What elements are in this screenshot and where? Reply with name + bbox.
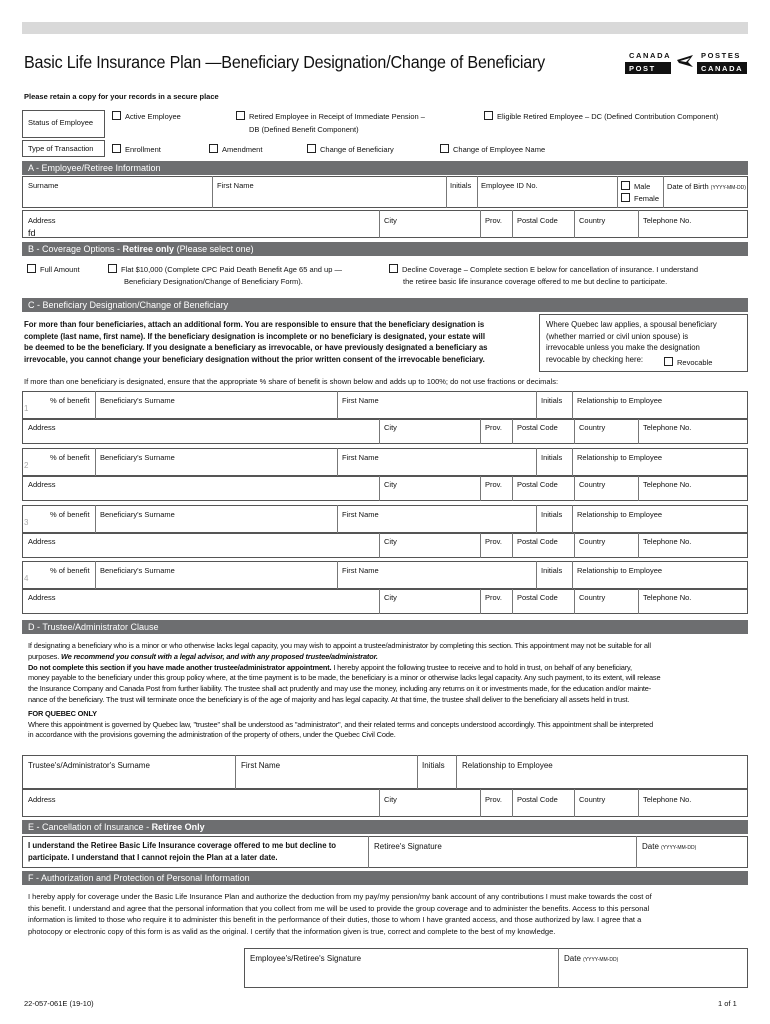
beneficiary-initials-field[interactable]: Initials (541, 566, 563, 575)
trustee-country-field[interactable]: Country (579, 795, 606, 804)
beneficiary-phone-field[interactable]: Telephone No. (643, 537, 692, 546)
trustee-relationship-field[interactable]: Relationship to Employee (462, 761, 553, 770)
phone-field[interactable]: Telephone No. (643, 216, 692, 225)
trustee-prov-field[interactable]: Prov. (485, 795, 502, 804)
transaction-amendment-option[interactable]: Amendment (209, 144, 262, 154)
beneficiary-city-field[interactable]: City (384, 423, 397, 432)
section-e-header: E - Cancellation of Insurance - Retiree Only (22, 820, 748, 834)
beneficiary-country-field[interactable]: Country (579, 593, 606, 602)
beneficiary-number: 4 (24, 574, 29, 583)
section-c-bold-notice: For more than four beneficiaries, attach an additional form. You are responsible to ensure that the beneficiary designation is complete (last name, first name). If the beneficiary designation is incomplete or no beneficiary is designated, your estate will be deemed to be the beneficiary. If you designate a beneficiary as irrevocable, or have previously designated a beneficiary as irrevocable, you cannot change your beneficiary designation without the prior written consent of the irrevocable beneficiary. (24, 320, 488, 364)
beneficiary-first-name-field[interactable]: First Name (342, 510, 379, 519)
trustee-postal-field[interactable]: Postal Code (517, 795, 558, 804)
status-retired-dc-option[interactable]: Eligible Retired Employee – DC (Defined Contribution Component) (484, 111, 718, 121)
retired-dc-checkbox[interactable] (484, 111, 493, 120)
beneficiary-city-field[interactable]: City (384, 537, 397, 546)
employee-signature-field[interactable]: Employee's/Retiree's Signature (250, 954, 362, 963)
beneficiary-postal-field[interactable]: Postal Code (517, 537, 558, 546)
beneficiary-initials-field[interactable]: Initials (541, 510, 563, 519)
section-b-header: B - Coverage Options - Retiree only (Please select one) (22, 242, 748, 256)
retiree-signature-field[interactable]: Retiree's Signature (374, 842, 442, 851)
trustee-initials-field[interactable]: Initials (422, 761, 445, 770)
retired-db-line2: DB (Defined Benefit Component) (249, 125, 359, 134)
address-value[interactable]: fd (28, 228, 36, 238)
form-number: 22-057-061E (19-10) (24, 999, 94, 1008)
trustee-first-name-field[interactable]: First Name (241, 761, 281, 770)
female-option[interactable]: Female (621, 193, 659, 203)
country-field[interactable]: Country (579, 216, 606, 225)
retain-note: Please retain a copy for your records in a secure place (24, 92, 219, 101)
beneficiary-address-field[interactable]: Address (28, 423, 56, 432)
beneficiary-relationship-field[interactable]: Relationship to Employee (577, 510, 663, 519)
section-c-header: C - Beneficiary Designation/Change of Beneficiary (22, 298, 748, 312)
section-f-header: F - Authorization and Protection of Personal Information (22, 871, 748, 885)
change-beneficiary-checkbox[interactable] (307, 144, 316, 153)
revocable-option[interactable]: Revocable (664, 357, 712, 367)
beneficiary-surname-field[interactable]: Beneficiary's Surname (100, 453, 175, 462)
beneficiary-address-field[interactable]: Address (28, 593, 56, 602)
beneficiary-phone-field[interactable]: Telephone No. (643, 593, 692, 602)
share-note: If more than one beneficiary is designated, ensure that the appropriate % share of benefit is shown below and adds up to 100%; do not use fractions or decimals: (24, 377, 559, 386)
logo-canada-text: CANADA (629, 51, 672, 60)
beneficiary-relationship-field[interactable]: Relationship to Employee (577, 566, 663, 575)
retiree-date-field[interactable]: Date (YYYY-MM-DD) (642, 842, 697, 851)
beneficiary-first-name-field[interactable]: First Name (342, 453, 379, 462)
initials-field[interactable]: Initials (450, 181, 472, 190)
quebec-notice: Where Quebec law applies, a spousal beneficiary (whether married or civil union spouse) is irrevocable unless you make the designation revocable by checking here: (546, 320, 717, 364)
transaction-enrollment-option[interactable]: Enrollment (112, 144, 161, 154)
form-title: Basic Life Insurance Plan —Beneficiary Designation/Change of Beneficiary (24, 52, 546, 72)
percent-field[interactable]: % of benefit (50, 453, 90, 462)
logo-canada2-text: CANADA (701, 64, 744, 73)
city-field[interactable]: City (384, 216, 397, 225)
canada-post-logo (625, 48, 747, 76)
beneficiary-number: 2 (24, 461, 29, 470)
logo-postes-text: POSTES (701, 51, 742, 60)
beneficiary-prov-field[interactable]: Prov. (485, 537, 502, 546)
beneficiary-phone-field[interactable]: Telephone No. (643, 480, 692, 489)
beneficiary-postal-field[interactable]: Postal Code (517, 593, 558, 602)
beneficiary-country-field[interactable]: Country (579, 537, 606, 546)
enrollment-checkbox[interactable] (112, 144, 121, 153)
employee-date-field[interactable]: Date (YYYY-MM-DD) (564, 954, 619, 963)
full-amount-option[interactable]: Full Amount (27, 264, 80, 274)
section-d-header: D - Trustee/Administrator Clause (22, 620, 748, 634)
status-label: Status of Employee (28, 118, 94, 127)
amendment-checkbox[interactable] (209, 144, 218, 153)
logo-bird-icon (675, 51, 695, 71)
surname-field[interactable]: Surname (28, 181, 59, 190)
trustee-phone-field[interactable]: Telephone No. (643, 795, 692, 804)
section-d-text: If designating a beneficiary who is a minor or who otherwise lacks legal capacity, you may wish to appoint a trustee/administrator by completing this section. This appointment may not be suitable for all purposes. We recommend you consult with a legal advisor, and with any proposed trustee/administrator. Do not complete this section if you have made another trustee/administrator appointment. I hereby appoint the following trustee to receive and to hold in trust, on behalf of any beneficiary, money payable to the beneficiary under this group policy where, at the time payment is to be made, the beneficiary is a minor or otherwise lacks legal capacity. Any such payment, to its extent, will release the Insurance Company and Canada Post from further liability. The trustee shall act prudently and may use the money, including any returns on it or investments made, for the education and/or mainte- nance of the beneficiary. The trust will terminate once the beneficiary is of the age of majority and has legal capacity. At that time, the trustee shall deliver to the beneficiary all assets held in trust. FOR QUEBEC ONLY Where this appointment is governed by Quebec law, "trustee" shall be understood as "administrator", and their related terms and concepts understood accordingly. This appointment shall be interpreted in accordance with the provisions governing the administration of the property of others, under the Quebec Civil Code. (28, 641, 661, 740)
flat-line2: Beneficiary Designation/Change of Beneficiary Form). (124, 277, 303, 286)
logo-post-text: POST (629, 64, 656, 73)
top-grey-bar (22, 22, 748, 34)
page-number: 1 of 1 (718, 999, 737, 1008)
beneficiary-prov-field[interactable]: Prov. (485, 593, 502, 602)
beneficiary-number: 3 (24, 518, 29, 527)
decline-line2: the retiree basic life insurance coverage offered to me but decline to participate. (403, 277, 668, 286)
revocable-checkbox[interactable] (664, 357, 673, 366)
transaction-label: Type of Transaction (28, 144, 94, 153)
beneficiary-country-field[interactable]: Country (579, 480, 606, 489)
percent-field[interactable]: % of benefit (50, 396, 90, 405)
beneficiary-country-field[interactable]: Country (579, 423, 606, 432)
beneficiary-prov-field[interactable]: Prov. (485, 423, 502, 432)
trustee-surname-field[interactable]: Trustee's/Administrator's Surname (28, 761, 150, 770)
beneficiary-surname-field[interactable]: Beneficiary's Surname (100, 566, 175, 575)
beneficiary-initials-field[interactable]: Initials (541, 396, 563, 405)
change-name-checkbox[interactable] (440, 144, 449, 153)
prov-field[interactable]: Prov. (485, 216, 502, 225)
trustee-city-field[interactable]: City (384, 795, 397, 804)
dob-field[interactable]: Date of Birth (YYYY-MM-DD) (667, 182, 746, 191)
beneficiary-first-name-field[interactable]: First Name (342, 566, 379, 575)
flat-option[interactable]: Flat $10,000 (Complete CPC Paid Death Benefit Age 65 and up — (108, 264, 342, 274)
beneficiary-address-field[interactable]: Address (28, 537, 56, 546)
full-amount-checkbox[interactable] (27, 264, 36, 273)
female-checkbox[interactable] (621, 193, 630, 202)
beneficiary-number: 1 (24, 404, 29, 413)
beneficiary-initials-field[interactable]: Initials (541, 453, 563, 462)
status-active-option[interactable]: Active Employee (112, 111, 181, 121)
decline-option[interactable]: Decline Coverage – Complete section E below for cancellation of insurance. I understand (389, 264, 698, 274)
retired-db-checkbox[interactable] (236, 111, 245, 120)
cancellation-text: I understand the Retiree Basic Life Insurance coverage offered to me but decline to participate. I understand that I cannot rejoin the Plan at a later date. (28, 841, 337, 862)
beneficiary-relationship-field[interactable]: Relationship to Employee (577, 396, 663, 405)
beneficiary-first-name-field[interactable]: First Name (342, 396, 379, 405)
status-retired-db-option[interactable]: Retired Employee in Receipt of Immediate Pension – (236, 111, 425, 121)
section-a-header: A - Employee/Retiree Information (22, 161, 748, 175)
active-checkbox[interactable] (112, 111, 121, 120)
beneficiary-prov-field[interactable]: Prov. (485, 480, 502, 489)
first-name-field[interactable]: First Name (217, 181, 254, 190)
beneficiary-postal-field[interactable]: Postal Code (517, 423, 558, 432)
beneficiary-address-field[interactable]: Address (28, 480, 56, 489)
beneficiary-surname-field[interactable]: Beneficiary's Surname (100, 510, 175, 519)
postal-field[interactable]: Postal Code (517, 216, 558, 225)
beneficiary-city-field[interactable]: City (384, 593, 397, 602)
percent-field[interactable]: % of benefit (50, 566, 90, 575)
beneficiary-phone-field[interactable]: Telephone No. (643, 423, 692, 432)
authorization-text: I hereby apply for coverage under the Basic Life Insurance Plan and authorize the deduction from my pay/my pension/my bank account of any contributions I must make towards the cost of this benefit. I understand and agree that the personal information that you collect from me will be used to provide the group coverage and to administer the benefits. Access to this personal information is limited to those who require it to administer this benefit in the performance of their duties, those to whom I have granted access, and those authorized by law. I agree that a photocopy or electronic copy of this form is as valid as the original. I certify that the information given is true, correct and complete to the best of my knowledge. (28, 892, 652, 936)
beneficiary-city-field[interactable]: City (384, 480, 397, 489)
flat-checkbox[interactable] (108, 264, 117, 273)
percent-field[interactable]: % of benefit (50, 510, 90, 519)
beneficiary-surname-field[interactable]: Beneficiary's Surname (100, 396, 175, 405)
address-field[interactable]: Address (28, 216, 56, 225)
employee-id-field[interactable]: Employee ID No. (481, 181, 538, 190)
transaction-change-beneficiary-option[interactable]: Change of Beneficiary (307, 144, 394, 154)
beneficiary-relationship-field[interactable]: Relationship to Employee (577, 453, 663, 462)
trustee-address-field[interactable]: Address (28, 795, 56, 804)
transaction-change-name-option[interactable]: Change of Employee Name (440, 144, 545, 154)
male-checkbox[interactable] (621, 181, 630, 190)
beneficiary-postal-field[interactable]: Postal Code (517, 480, 558, 489)
male-option[interactable]: Male (621, 181, 650, 191)
decline-checkbox[interactable] (389, 264, 398, 273)
